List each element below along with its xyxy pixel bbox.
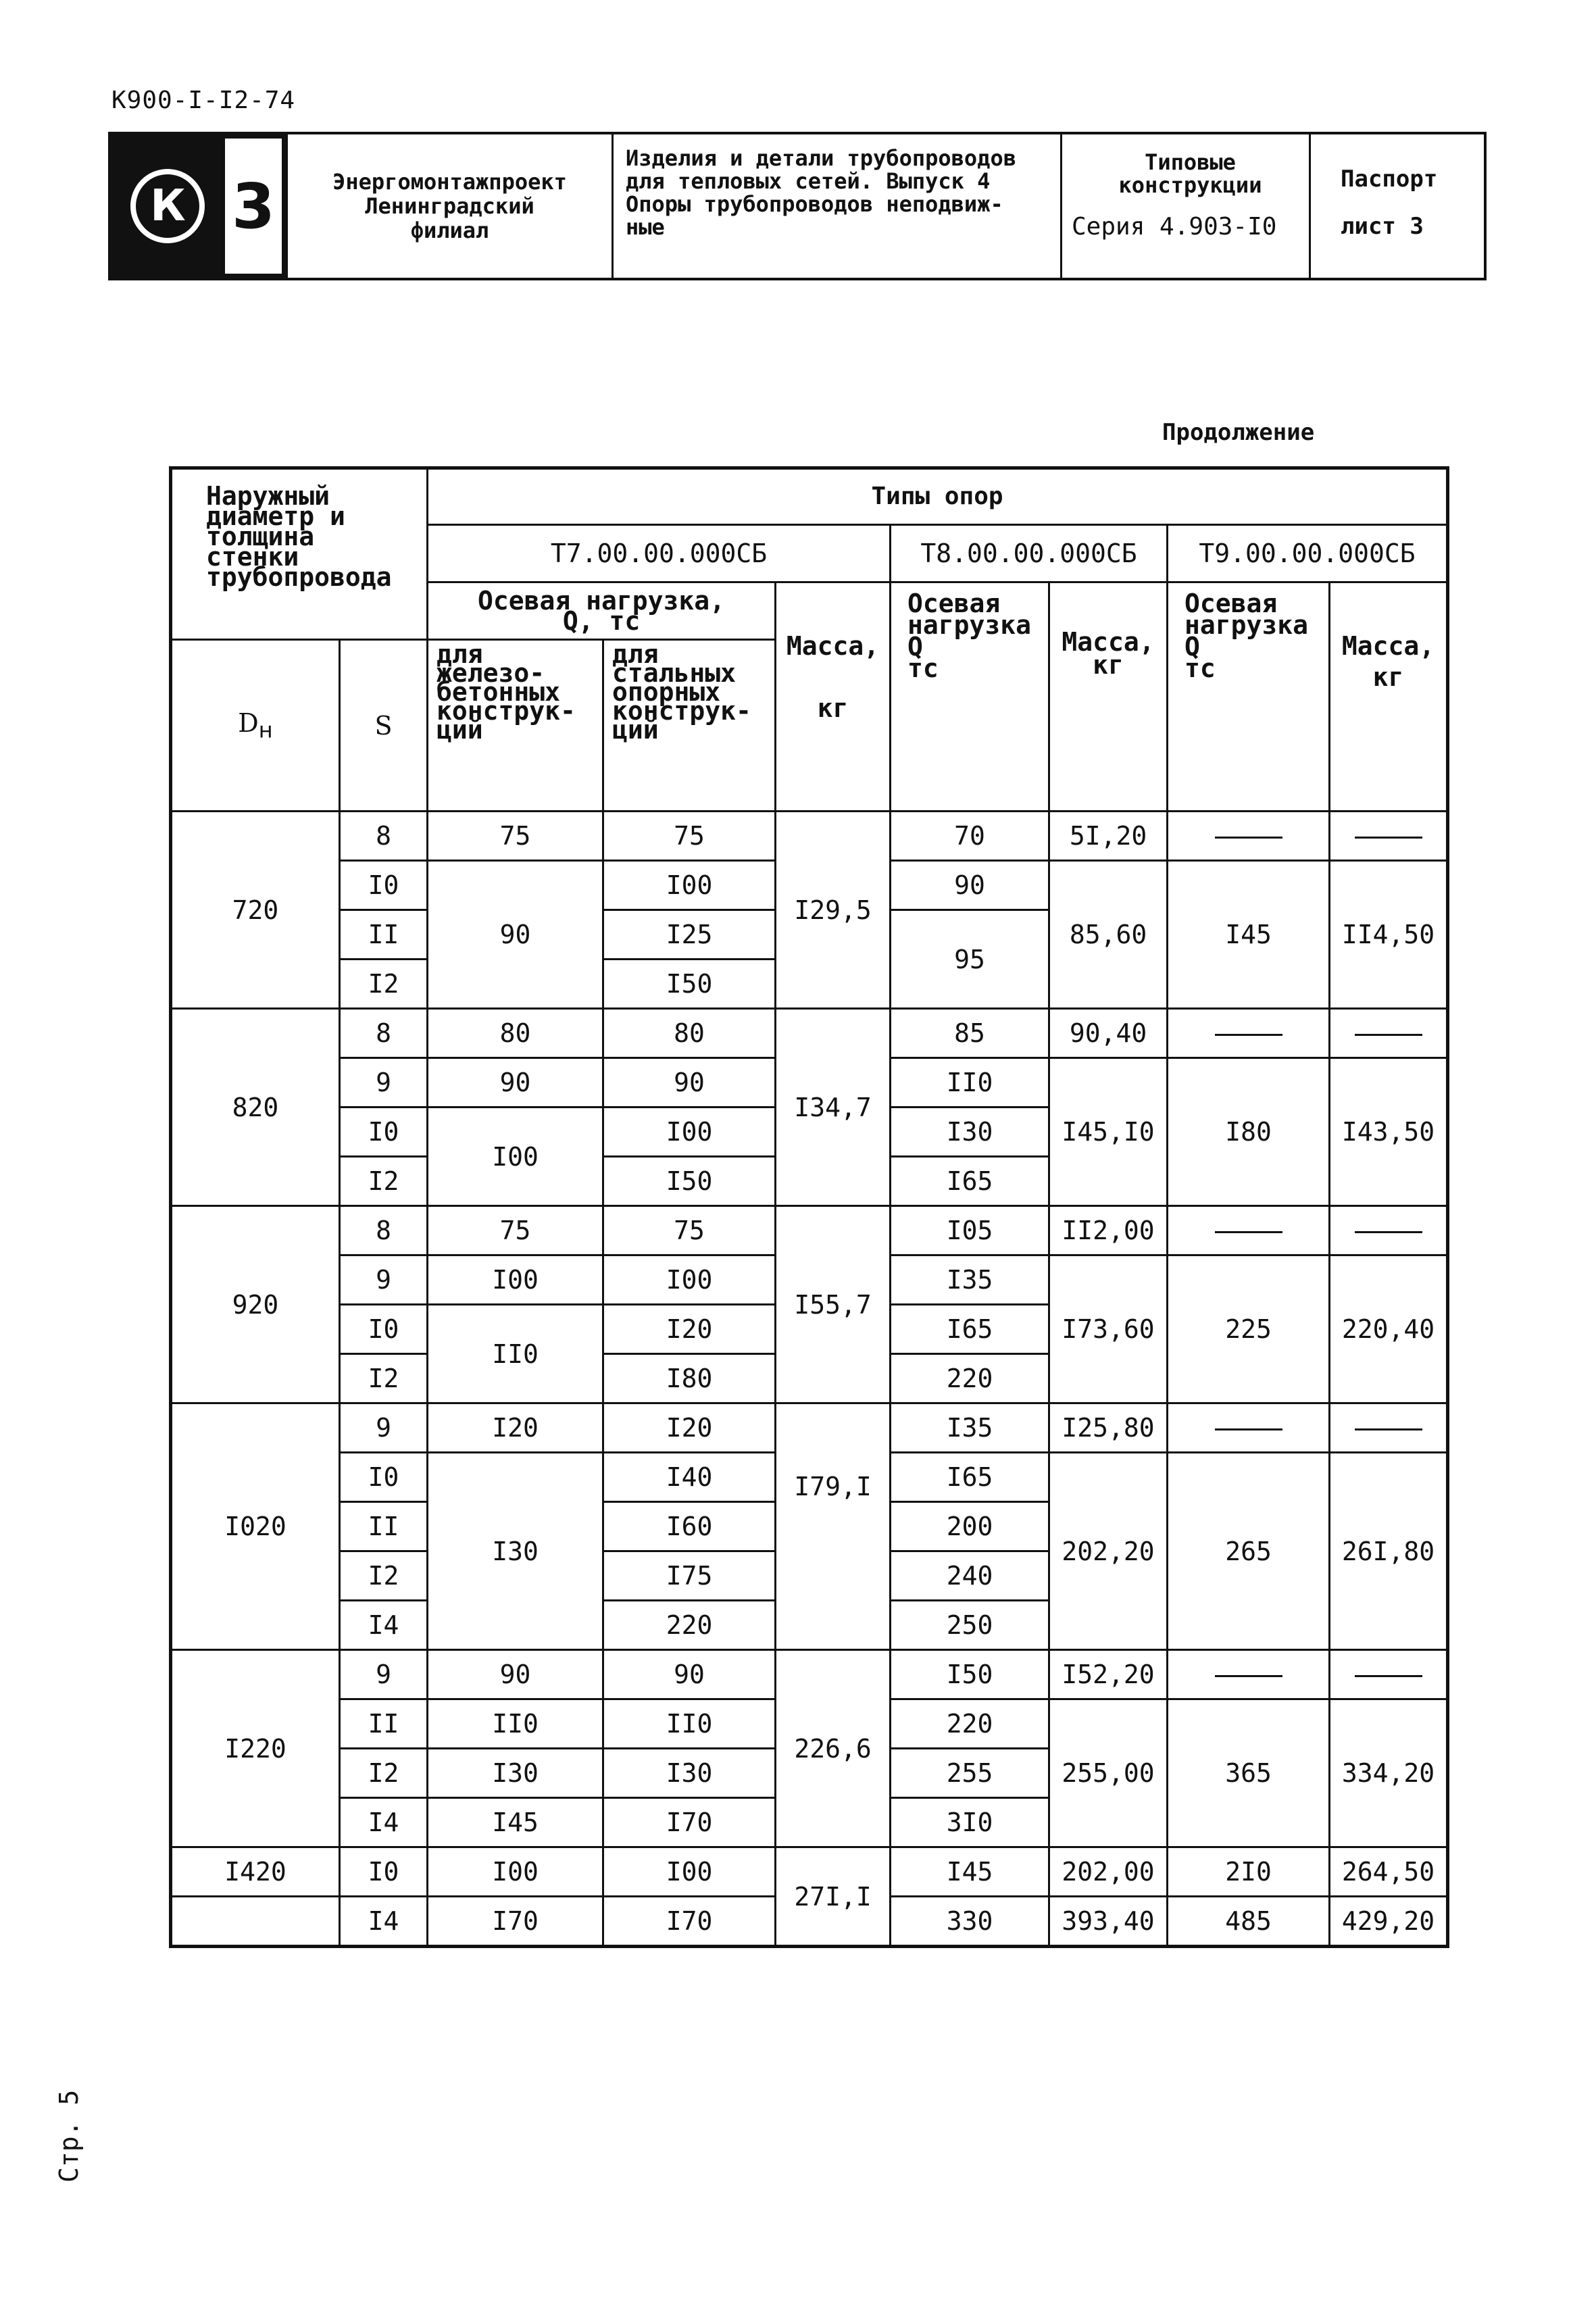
cell-t8-load: 220 [891,1699,1049,1749]
cell-t9-load: 225 [1168,1255,1330,1403]
cell-s: I0 [340,1107,428,1157]
continuation-label: Продолжение [1162,419,1315,446]
table-row [171,1009,1448,1058]
cell-s: I0 [340,861,428,910]
cell-t8-load: I35 [891,1403,1049,1453]
cell-t7-mass: I55,7 [776,1206,891,1403]
cell-s: I2 [340,1157,428,1206]
cell-t8-mass: 5I,20 [1049,812,1168,861]
cell-s: 9 [340,1058,428,1107]
cell-t8-mass: 202,00 [1049,1847,1168,1897]
cell-t8-load: I50 [891,1650,1049,1699]
document-code: К900-I-I2-74 [111,86,296,114]
table-row [171,1206,1448,1255]
cell-t7-steel: I70 [603,1897,776,1947]
page-number: Стр. 5 [54,2089,84,2183]
cell-t9-mass: 26I,80 [1330,1453,1448,1650]
table-row [171,1650,1448,1699]
cell-t7-rc: II0 [428,1305,603,1403]
header-axial-load-t7: Осевая нагрузка, Q, тс [428,582,776,640]
cell-t8-load: 255 [891,1749,1049,1798]
cell-t7-steel: I00 [603,1255,776,1305]
cell-dn: 820 [171,1009,340,1206]
cell-dn: 720 [171,812,340,1009]
cell-t9-load: I45 [1168,861,1330,1009]
header-support-types: Типы опор [428,468,1448,525]
cell-t9-load: 485 [1168,1897,1330,1947]
cell-t9-load-dash [1168,812,1330,861]
logo-number: 3 [225,139,282,274]
table-row [171,812,1448,861]
cell-t7-rc: 90 [428,1058,603,1107]
cell-t7-steel: I30 [603,1749,776,1798]
cell-t7-rc: 90 [428,1650,603,1699]
cell-t9-mass: 220,40 [1330,1255,1448,1403]
cell-t7-steel: I00 [603,1107,776,1157]
cell-s: I0 [340,1305,428,1354]
cell-t9-load-dash [1168,1206,1330,1255]
cell-t8-mass: 202,20 [1049,1453,1168,1650]
header-mass-t8: Масса, кг [1049,582,1168,812]
cell-t9-load-dash [1168,1009,1330,1058]
cell-t7-rc: I30 [428,1453,603,1650]
cell-t8-load: I35 [891,1255,1049,1305]
document-title: Изделия и детали трубопроводов для тепловых сетей. Выпуск 4 Опоры трубопроводов неподвиж- ные [614,134,1062,278]
logo [111,134,288,278]
cell-s: I4 [340,1798,428,1847]
supports-table [169,466,1449,1948]
series-cell [1062,134,1311,278]
cell-s: I2 [340,1354,428,1403]
cell-t8-mass: II2,00 [1049,1206,1168,1255]
cell-t7-mass: I34,7 [776,1009,891,1206]
cell-t7-steel: 90 [603,1058,776,1107]
cell-t9-mass-dash [1330,1403,1448,1453]
cell-t8-load: 250 [891,1601,1049,1650]
type-code-t9: Т9.00.00.000СБ [1168,525,1448,582]
cell-s: 9 [340,1650,428,1699]
cell-t7-steel: I50 [603,960,776,1009]
cell-t7-rc: I30 [428,1749,603,1798]
cell-t8-load: 85 [891,1009,1049,1058]
cell-t7-steel: I60 [603,1502,776,1551]
cell-t7-rc: I45 [428,1798,603,1847]
cell-t7-steel: I20 [603,1403,776,1453]
cell-t9-load: 2I0 [1168,1847,1330,1897]
cell-s: I2 [340,1749,428,1798]
cell-t9-load-dash [1168,1650,1330,1699]
cell-t9-mass-dash [1330,812,1448,861]
header-load-t8: Осевая нагрузка Q тс [891,582,1049,812]
header-rc-structures: для железо- бетонных конструк- ций [428,640,603,812]
cell-t7-mass: I79,I [776,1403,891,1650]
cell-t8-mass: I45,I0 [1049,1058,1168,1206]
passport-cell [1311,134,1484,278]
cell-t7-steel: II0 [603,1699,776,1749]
cell-dn: 920 [171,1206,340,1403]
cell-t7-rc: I00 [428,1107,603,1206]
cell-t8-load: 220 [891,1354,1049,1403]
cell-t7-rc: I70 [428,1897,603,1947]
type-code-t7: Т7.00.00.000СБ [428,525,891,582]
cell-t8-mass: 255,00 [1049,1699,1168,1847]
cell-t7-rc: 75 [428,1206,603,1255]
cell-t8-load: I65 [891,1305,1049,1354]
cell-dn: I020 [171,1403,340,1650]
cell-t7-rc: I00 [428,1847,603,1897]
cell-t7-steel: 80 [603,1009,776,1058]
header-mass-t7: Масса, кг [776,582,891,812]
cell-t7-steel: I50 [603,1157,776,1206]
cell-t8-load: 3I0 [891,1798,1049,1847]
type-code-t8: Т8.00.00.000СБ [891,525,1168,582]
cell-s: 9 [340,1255,428,1305]
cell-t8-load: I65 [891,1157,1049,1206]
cell-t7-steel: I80 [603,1354,776,1403]
cell-t9-mass-dash [1330,1009,1448,1058]
cell-t8-mass: I52,20 [1049,1650,1168,1699]
cell-dn: I220 [171,1650,340,1847]
cell-s: 9 [340,1403,428,1453]
cell-t8-load: 90 [891,861,1049,910]
header-s: S [340,640,428,812]
cell-t8-mass: 90,40 [1049,1009,1168,1058]
cell-t7-steel: 75 [603,1206,776,1255]
cell-t9-load: 365 [1168,1699,1330,1847]
cell-t7-steel: I25 [603,910,776,960]
cell-t9-mass: I43,50 [1330,1058,1448,1206]
cell-t7-rc: 90 [428,861,603,1009]
organization-name: Энергомонтажпроект Ленинградский филиал [288,134,614,278]
cell-t8-load: 330 [891,1897,1049,1947]
cell-t7-steel: I00 [603,861,776,910]
cell-t7-steel: I00 [603,1847,776,1897]
cell-s: 8 [340,812,428,861]
cell-t9-mass: 334,20 [1330,1699,1448,1847]
cell-s: I4 [340,1601,428,1650]
cell-s: II [340,910,428,960]
header-steel-structures: для стальных опорных конструк- ций [603,640,776,812]
cell-t7-steel: I70 [603,1798,776,1847]
header-dn: $D_н$ [171,640,340,812]
cell-dn: I420 [171,1847,340,1897]
cell-t7-rc: 80 [428,1009,603,1058]
table-row [171,1847,1448,1897]
cell-t9-load-dash [1168,1403,1330,1453]
cell-t8-load: 200 [891,1502,1049,1551]
cell-s: 8 [340,1009,428,1058]
cell-t7-rc: I00 [428,1255,603,1305]
title-block-stamp [108,132,1487,280]
cell-s: II [340,1502,428,1551]
cell-t8-load: II0 [891,1058,1049,1107]
passport-label: Паспорт [1341,166,1438,193]
cell-t9-mass: 264,50 [1330,1847,1448,1897]
cell-t9-mass: 429,20 [1330,1897,1448,1947]
cell-t7-mass: 27I,I [776,1847,891,1947]
cell-t8-mass: I73,60 [1049,1255,1168,1403]
logo-ring-icon: К [130,169,205,243]
cell-t8-load: I45 [891,1847,1049,1897]
cell-t8-load: I30 [891,1107,1049,1157]
cell-s: I2 [340,1551,428,1601]
cell-t7-rc: I20 [428,1403,603,1453]
cell-t9-mass-dash [1330,1650,1448,1699]
cell-t7-mass: 226,6 [776,1650,891,1847]
table-row [171,1403,1448,1453]
cell-t8-mass: 85,60 [1049,861,1168,1009]
cell-t9-load: I80 [1168,1058,1330,1206]
cell-s: I0 [340,1847,428,1897]
cell-t7-steel: I20 [603,1305,776,1354]
cell-t8-mass: I25,80 [1049,1403,1168,1453]
cell-s: I4 [340,1897,428,1947]
sheet-number: лист 3 [1341,213,1424,240]
cell-t9-mass: II4,50 [1330,861,1448,1009]
cell-s: I2 [340,960,428,1009]
cell-t7-steel: 75 [603,812,776,861]
cell-t8-load: 240 [891,1551,1049,1601]
cell-t9-mass-dash [1330,1206,1448,1255]
cell-t7-rc: II0 [428,1699,603,1749]
cell-t7-rc: 75 [428,812,603,861]
cell-t7-steel: 220 [603,1601,776,1650]
cell-s: II [340,1699,428,1749]
cell-t8-load: 70 [891,812,1049,861]
cell-s: 8 [340,1206,428,1255]
header-mass-t9: Масса, кг [1330,582,1448,812]
series-number: Серия 4.903-I0 [1072,213,1277,241]
header-diameter: Наружный диаметр и толщина стенки трубопровода [171,468,428,640]
cell-t7-mass: I29,5 [776,812,891,1009]
cell-t8-load: 95 [891,910,1049,1009]
type-label: Типовые конструкции [1118,149,1262,198]
cell-t7-steel: 90 [603,1650,776,1699]
cell-t8-load: I65 [891,1453,1049,1502]
cell-t7-steel: I75 [603,1551,776,1601]
header-load-t9: Осевая нагрузка Q тс [1168,582,1330,812]
cell-t9-load: 265 [1168,1453,1330,1650]
cell-t8-mass: 393,40 [1049,1897,1168,1947]
cell-t7-steel: I40 [603,1453,776,1502]
cell-t8-load: I05 [891,1206,1049,1255]
cell-s: I0 [340,1453,428,1502]
